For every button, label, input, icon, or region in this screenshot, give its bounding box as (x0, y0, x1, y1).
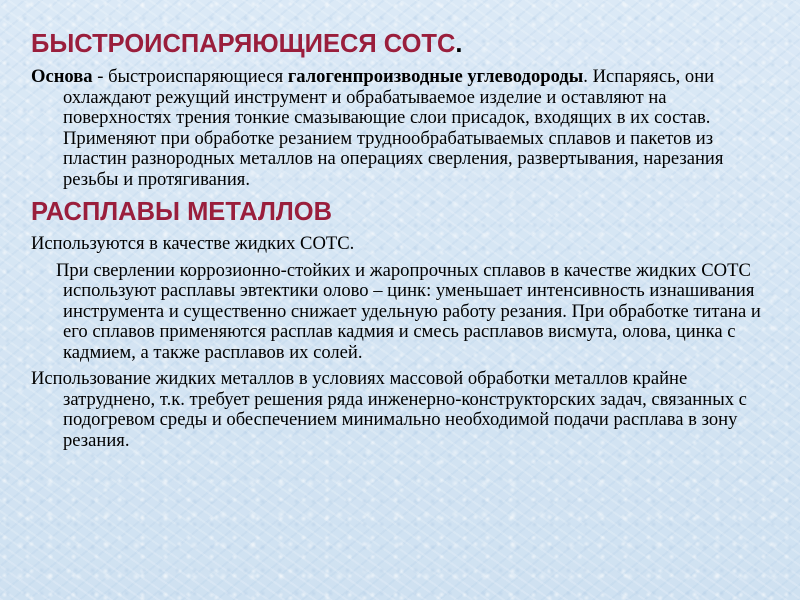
paragraph-usage: Используются в качестве жидких СОТС. (31, 233, 355, 254)
paragraph-basis-rest: . Испаряясь, они охлаждают режущий инструмент и обрабатываемое изделие и оставляют на поверхностях трения тонкие смазывающие слои присадок, входящих в их состав. Применяют при обработке резанием труднообрабатываемых сплавов и пакетов из пластин разнородных металлов на операциях сверления, развертывания, нарезания резьбы и протягивания. (63, 66, 724, 190)
heading-period: . (455, 30, 463, 58)
paragraph-basis (31, 67, 773, 190)
heading-fast-evaporating (31, 28, 773, 60)
paragraph-basis-mid: - быстроиспаряющиеся (92, 66, 288, 87)
term-halogen-hydrocarbons: галогенпроизводные углеводороды (287, 66, 584, 87)
slide-content (31, 28, 773, 457)
heading-fast-evaporating-text: БЫСТРОИСПАРЯЮЩИЕСЯ СОТС (31, 30, 456, 58)
term-basis: Основа (31, 66, 93, 87)
heading-metal-melts-text: РАСПЛАВЫ МЕТАЛЛОВ (31, 198, 333, 226)
paragraph-mass-processing: Использование жидких металлов в условиях массовой обработки металлов крайне затруднено, т.к. требует решения ряда инженерно-конструкторских задач, связанных с подогревом среды и обеспечением минимально необходимой подачи расплава в зону резания. (31, 368, 747, 451)
heading-metal-melts (31, 196, 773, 228)
paragraph-drilling: При сверлении коррозионно-стойких и жаропрочных сплавов в качестве жидких СОТС используют расплавы эвтектики олово – цинк: уменьшает интенсивность изнашивания инструмента и существенно снижает удельную работу резания. При обработке титана и его сплавов применяются расплав кадмия и смесь расплавов висмута, олова, цинка с кадмием, а также расплавов их солей. (56, 259, 761, 363)
